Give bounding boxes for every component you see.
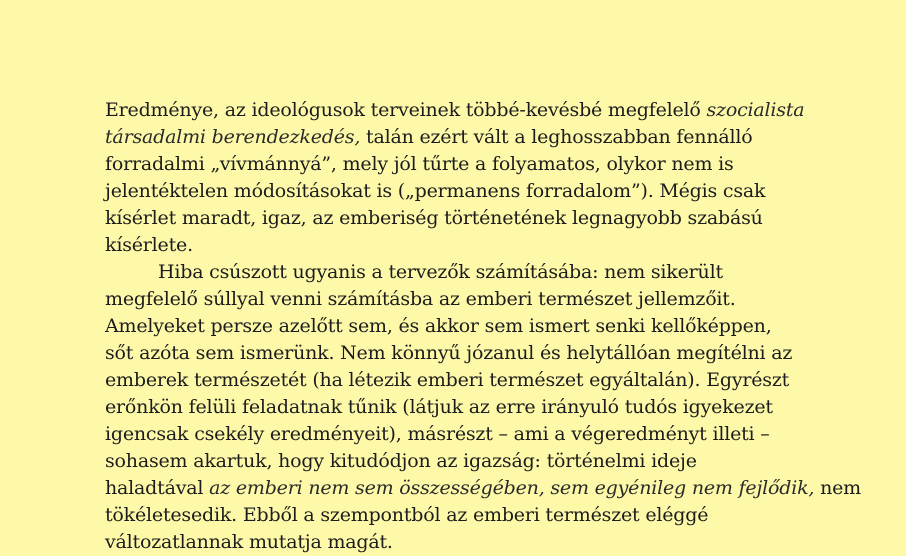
text-line (105, 97, 805, 124)
text-line (105, 475, 862, 502)
document-body (105, 97, 862, 556)
text-line: változatlannak mutatja magát. (105, 531, 393, 553)
italic-text: az emberi nem sem összességében, sem egyénileg nem fejlődik, (209, 477, 815, 499)
text-run: talán ezért vált a leghosszabban fennálló (360, 126, 753, 148)
text-line (105, 124, 805, 151)
text-line: sőt azóta sem ismerünk. Nem könnyű józanul és helytállóan megítélni az (105, 342, 793, 364)
text-line: jelentéktelen módosításokat is („permanens forradalom”). Mégis csak (105, 180, 766, 202)
paragraph-2 (105, 259, 862, 556)
text-line: Hiba csúszott ugyanis a tervezők számításába: nem sikerült (158, 261, 723, 283)
text-run: nem (814, 477, 862, 499)
text-line: megfelelő súllyal venni számításba az emberi természet jellemzőit. (105, 288, 736, 310)
text-line: sohasem akartuk, hogy kitudódjon az igazság: történelmi ideje (105, 450, 697, 472)
text-line: igencsak csekély eredményeit), másrészt – ami a végeredményt illeti – (105, 423, 770, 445)
text-run: Eredménye, az ideológusok terveinek többé-kevésbé megfelelő (105, 99, 707, 121)
text-line: Amelyeket persze azelőtt sem, és akkor sem ismert senki kellőképpen, (105, 315, 772, 337)
italic-text: szocialista (706, 99, 805, 121)
text-line: kísérlet maradt, igaz, az emberiség történetének legnagyobb szabású (105, 207, 763, 229)
text-line: forradalmi „vívmánnyá”, mely jól tűrte a folyamatos, olykor nem is (105, 153, 734, 175)
paragraph-1 (105, 97, 805, 259)
text-line: erőnkön felüli feladatnak tűnik (látjuk az erre irányuló tudós igyekezet (105, 396, 773, 418)
text-line: emberek természetét (ha létezik emberi természet egyáltalán). Egyrészt (105, 369, 790, 391)
text-run: haladtával (105, 477, 210, 499)
text-line: tökéletesedik. Ebből a szempontból az emberi természet eléggé (105, 504, 709, 526)
text-line: kísérlete. (105, 234, 193, 256)
italic-text: társadalmi berendezkedés, (105, 126, 361, 148)
